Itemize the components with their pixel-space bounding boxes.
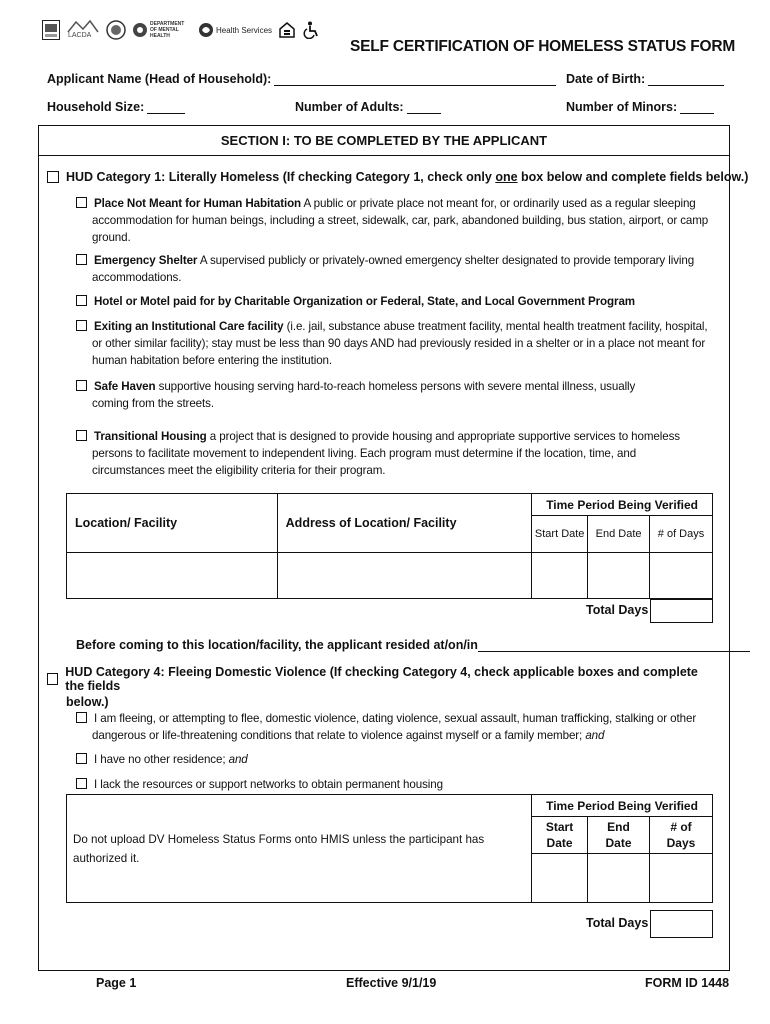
lack-resources-checkbox[interactable]	[76, 778, 87, 789]
hud-category-4-label: HUD Category 4: Fleeing Domestic Violence (If checking Category 4, check applicable boxes and complete the fields	[65, 665, 698, 693]
dv-note: Do not upload DV Homeless Status Forms onto HMIS unless the participant has authorized it.	[67, 795, 532, 903]
input-end-date[interactable]	[588, 553, 650, 599]
prior-residence-line[interactable]	[478, 651, 750, 652]
option-emergency-shelter: Emergency Shelter A supervised publicly or privately-owned emergency shelter designated to provide temporary living accommodations.	[76, 252, 716, 286]
dob-field[interactable]	[566, 72, 724, 86]
col-location-facility: Location/ Facility	[67, 494, 278, 553]
option-lack-resources: I lack the resources or support networks to obtain permanent housing	[76, 776, 716, 793]
minors-line[interactable]	[680, 113, 714, 114]
adults-label: Number of Adults:	[295, 100, 404, 114]
household-size-line[interactable]	[147, 113, 185, 114]
minors-field[interactable]	[566, 100, 714, 114]
input-address[interactable]	[277, 553, 532, 599]
county-seal-logo	[106, 20, 126, 40]
option-place-not-meant: Place Not Meant for Human Habitation A public or private place not meant for, or ordinarily used as a regular sleeping accommodation for human beings, including a street, sidewalk, car, park, abandoned building, bus station, airport, or camp ground.	[76, 195, 716, 246]
total-days-label-1: Total Days	[586, 603, 649, 617]
emergency-shelter-checkbox[interactable]	[76, 254, 87, 265]
hud-category-1-checkbox[interactable]	[47, 171, 59, 183]
adults-line[interactable]	[407, 113, 441, 114]
safe-haven-checkbox[interactable]	[76, 380, 87, 391]
option-transitional-housing: Transitional Housing a project that is designed to provide housing and appropriate supportive services to homeless persons to facilitate movement to independent living. Each program must determine if the location, time, and circumstances meet the eligibility criteria for their program.	[76, 428, 716, 479]
health-services-logo: Health Services	[198, 22, 272, 38]
section-1-title: SECTION I: TO BE COMPLETED BY THE APPLICANT	[38, 125, 730, 156]
hud-logo	[42, 20, 60, 40]
household-size-field[interactable]	[47, 100, 185, 114]
total-days-input-1[interactable]	[650, 599, 713, 623]
hud-category-4-checkbox[interactable]	[47, 673, 58, 685]
adults-field[interactable]	[295, 100, 441, 114]
effective-date: Effective 9/1/19	[346, 976, 437, 990]
col-end-date: End Date	[588, 516, 650, 553]
dob-line[interactable]	[648, 85, 724, 86]
col-start-date: Start Date	[532, 516, 588, 553]
logo-bar	[42, 16, 320, 44]
applicant-name-line[interactable]	[274, 85, 556, 86]
total-days-label-2: Total Days	[586, 916, 649, 930]
input-start-date-2[interactable]	[532, 854, 588, 903]
applicant-name-field[interactable]	[47, 72, 556, 86]
institutional-care-checkbox[interactable]	[76, 320, 87, 331]
option-fleeing-violence: I am fleeing, or attempting to flee, domestic violence, dating violence, sexual assault, human trafficking, stalking or other dangerous or life-threatening conditions that relate to violence against myself or a family member; and	[76, 710, 716, 744]
input-end-date-2[interactable]	[588, 854, 650, 903]
no-other-residence-checkbox[interactable]	[76, 753, 87, 764]
department-of-mental-health-logo: DEPARTMENT OF MENTAL HEALTH	[132, 21, 186, 39]
time-period-header: Time Period Being Verified	[532, 494, 713, 516]
transitional-housing-checkbox[interactable]	[76, 430, 87, 441]
table-location-verification	[66, 493, 713, 599]
hud-category-1-label: HUD Category 1: Literally Homeless (If checking Category 1, check only one box below and complete fields below.)	[66, 170, 749, 184]
accessibility-icon	[302, 21, 320, 39]
option-hotel-motel: Hotel or Motel paid for by Charitable Organization or Federal, State, and Local Government Program	[76, 293, 716, 310]
minors-label: Number of Minors:	[566, 100, 678, 114]
lacda-logo	[66, 19, 100, 41]
applicant-name-label: Applicant Name (Head of Household):	[47, 72, 272, 86]
equal-housing-icon	[278, 21, 296, 39]
household-size-label: Household Size:	[47, 100, 145, 114]
hud-category-4: HUD Category 4: Fleeing Domestic Violence (If checking Category 4, check applicable boxes and complete the fields below.)	[47, 665, 707, 709]
hud-category-1	[47, 170, 748, 184]
prior-residence-field[interactable]	[76, 638, 750, 652]
fleeing-violence-checkbox[interactable]	[76, 712, 87, 723]
col-address: Address of Location/ Facility	[277, 494, 532, 553]
input-start-date[interactable]	[532, 553, 588, 599]
form-id: FORM ID 1448	[645, 976, 730, 990]
prior-residence-label: Before coming to this location/facility, the applicant resided at/on/in	[76, 638, 478, 652]
col-num-days: # of Days	[650, 516, 713, 553]
lacda-logo-text: LACDA	[68, 32, 92, 39]
option-no-other-residence: I have no other residence; and	[76, 751, 716, 768]
option-institutional-care: Exiting an Institutional Care facility (i.e. jail, substance abuse treatment facility, mental health treatment facility, hospital, or other similar facility); stay must be less than 90 days AND had previously resided in a shelter or in a place not meant for human habitation before entering the institution.	[76, 318, 716, 369]
col-start-date-2: Start Date	[532, 817, 588, 854]
input-num-days-2[interactable]	[649, 854, 712, 903]
time-period-header-2: Time Period Being Verified	[532, 795, 713, 817]
input-num-days[interactable]	[650, 553, 713, 599]
place-not-meant-checkbox[interactable]	[76, 197, 87, 208]
col-end-date-2: End Date	[588, 817, 650, 854]
hotel-motel-checkbox[interactable]	[76, 295, 87, 306]
option-safe-haven: Safe Haven supportive housing serving hard-to-reach homeless persons with severe mental illness, usually coming from the streets.	[76, 378, 716, 412]
dob-label: Date of Birth:	[566, 72, 646, 86]
col-num-days-2: # of Days	[649, 817, 712, 854]
form-title: SELF CERTIFICATION OF HOMELESS STATUS FORM	[350, 38, 736, 55]
page-number: Page 1	[96, 976, 137, 990]
total-days-input-2[interactable]	[650, 910, 713, 938]
table-dv-verification	[66, 794, 713, 903]
input-location[interactable]	[67, 553, 278, 599]
